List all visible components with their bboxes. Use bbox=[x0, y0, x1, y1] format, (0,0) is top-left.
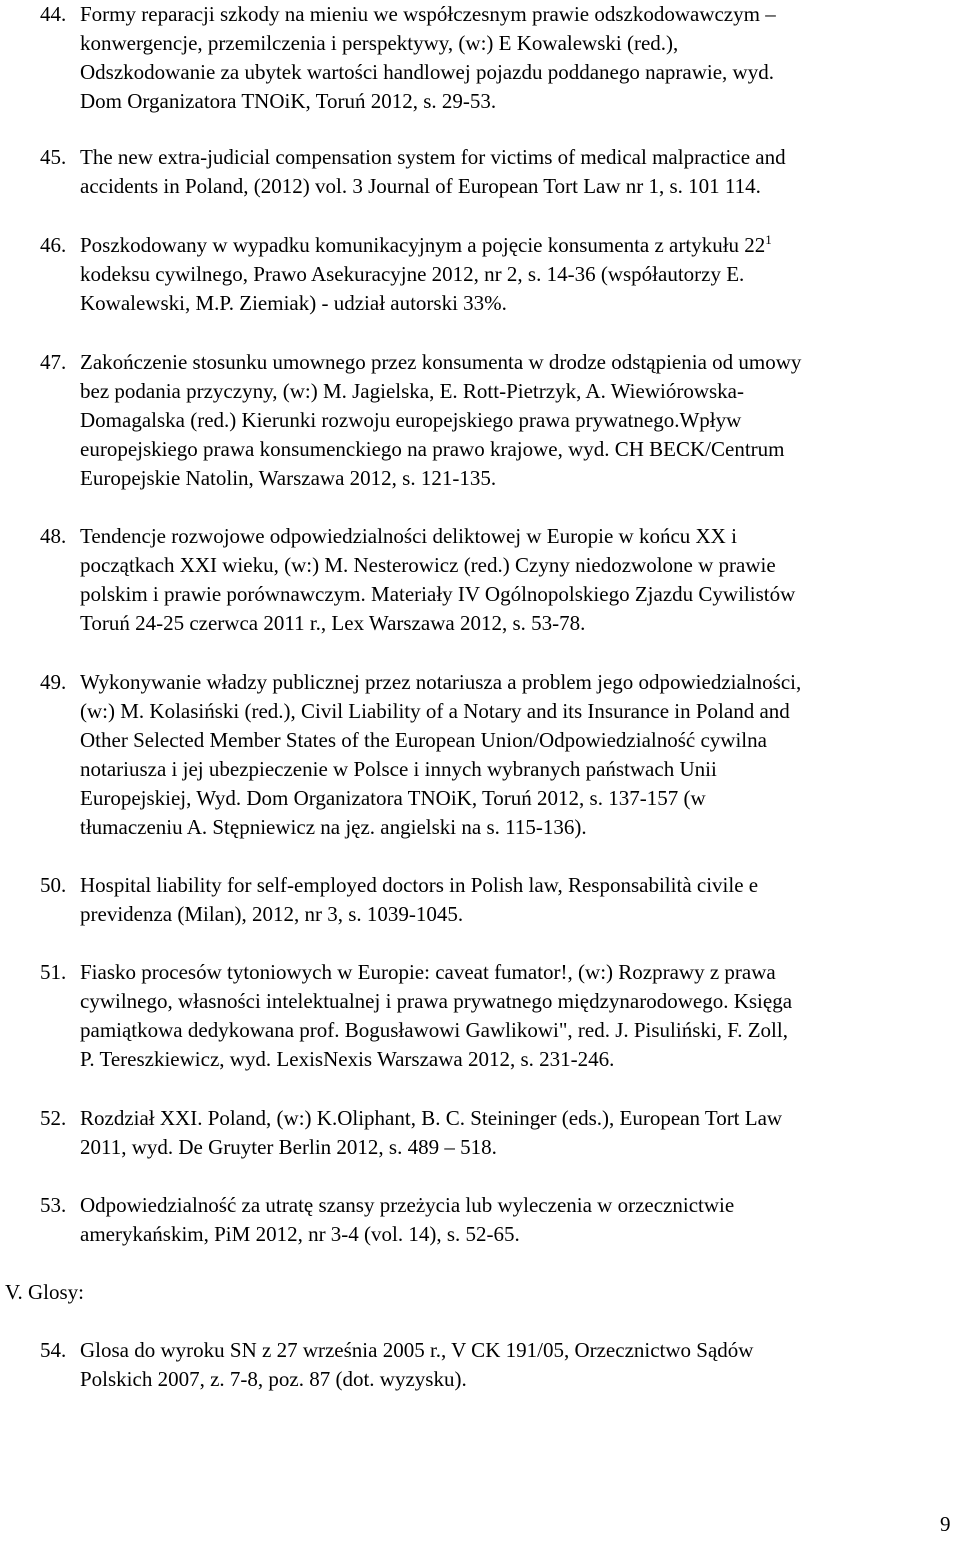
entry-number: 47. bbox=[40, 350, 67, 374]
entry-line: Kowalewski, M.P. Ziemiak) - udział autorski 33%. bbox=[80, 291, 507, 315]
bibliography-entry-53 bbox=[40, 1191, 940, 1249]
superscript: 1 bbox=[765, 232, 772, 247]
bibliography-entry-52 bbox=[40, 1104, 940, 1162]
bibliography-entry-51 bbox=[40, 958, 940, 1074]
entry-number: 50. bbox=[40, 873, 67, 897]
bibliography-entry-49 bbox=[40, 668, 940, 842]
entry-line: Fiasko procesów tytoniowych w Europie: caveat fumator!, (w:) Rozprawy z prawa bbox=[80, 960, 776, 984]
entry-number: 45. bbox=[40, 145, 67, 169]
entry-line: P. Tereszkiewicz, wyd. LexisNexis Warszawa 2012, s. 231-246. bbox=[80, 1047, 615, 1071]
entry-line: Hospital liability for self-employed doctors in Polish law, Responsabilità civile e bbox=[80, 873, 759, 897]
entry-line: europejskiego prawa konsumenckiego na prawo krajowe, wyd. CH BECK/Centrum bbox=[80, 437, 785, 461]
entry-line: Europejskie Natolin, Warszawa 2012, s. 121-135. bbox=[80, 466, 497, 490]
entry-line bbox=[80, 231, 940, 260]
entry-line: Tendencje rozwojowe odpowiedzialności deliktowej w Europie w końcu XX i bbox=[80, 524, 737, 548]
entry-number: 51. bbox=[40, 960, 67, 984]
entry-line: Other Selected Member States of the European Union/Odpowiedzialność cywilna bbox=[80, 728, 767, 752]
entry-line: konwergencje, przemilczenia i perspektywy, (w:) E Kowalewski (red.), bbox=[80, 31, 679, 55]
entry-line: previdenza (Milan), 2012, nr 3, s. 1039-1045. bbox=[80, 902, 464, 926]
entry-line: cywilnego, własności intelektualnej i prawa prywatnego międzynarodowego. Księga bbox=[80, 989, 793, 1013]
entry-line-text: Poszkodowany w wypadku komunikacyjnym a pojęcie konsumenta z artykułu 22 bbox=[80, 233, 766, 257]
entry-line: bez podania przyczyny, (w:) M. Jagielska, E. Rott-Pietrzyk, A. Wiewiórowska- bbox=[80, 379, 744, 403]
section-heading: V. Glosy: bbox=[5, 1280, 84, 1304]
entry-line: Wykonywanie władzy publicznej przez notariusza a problem jego odpowiedzialności, bbox=[80, 670, 802, 694]
bibliography-entry-50 bbox=[40, 871, 940, 929]
entry-line: Toruń 24-25 czerwca 2011 r., Lex Warszawa 2012, s. 53-78. bbox=[80, 611, 586, 635]
bibliography-entry-47 bbox=[40, 348, 940, 493]
entry-line: Polskich 2007, z. 7-8, poz. 87 (dot. wyzysku). bbox=[80, 1367, 467, 1391]
entry-line: amerykańskim, PiM 2012, nr 3-4 (vol. 14), s. 52-65. bbox=[80, 1222, 520, 1246]
bibliography-entry-48 bbox=[40, 522, 940, 638]
entry-line: tłumaczeniu A. Stępniewicz na jęz. angielski na s. 115-136). bbox=[80, 815, 587, 839]
entry-number: 52. bbox=[40, 1106, 67, 1130]
bibliography-entry-45 bbox=[40, 143, 940, 201]
entry-line: Glosa do wyroku SN z 27 września 2005 r., V CK 191/05, Orzecznictwo Sądów bbox=[80, 1338, 754, 1362]
entry-number: 53. bbox=[40, 1193, 67, 1217]
bibliography-entry-54 bbox=[40, 1336, 940, 1394]
entry-line: początkach XXI wieku, (w:) M. Nesterowicz (red.) Czyny niedozwolone w prawie bbox=[80, 553, 776, 577]
entry-line: Rozdział XXI. Poland, (w:) K.Oliphant, B. C. Steininger (eds.), European Tort Law bbox=[80, 1106, 783, 1130]
entry-number: 54. bbox=[40, 1338, 67, 1362]
entry-line: pamiątkowa dedykowana prof. Bogusławowi Gawlikowi", red. J. Pisuliński, F. Zoll, bbox=[80, 1018, 788, 1042]
entry-line: Formy reparacji szkody na mieniu we współczesnym prawie odszkodowawczym – bbox=[80, 2, 776, 26]
entry-line: polskim i prawie porównawczym. Materiały IV Ogólnopolskiego Zjazdu Cywilistów bbox=[80, 582, 796, 606]
entry-line: Europejskiej, Wyd. Dom Organizatora TNOiK, Toruń 2012, s. 137-157 (w bbox=[80, 786, 706, 810]
entry-number: 46. bbox=[40, 233, 67, 257]
entry-line: (w:) M. Kolasiński (red.), Civil Liability of a Notary and its Insurance in Poland and bbox=[80, 699, 790, 723]
entry-line: The new extra-judicial compensation system for victims of medical malpractice and bbox=[80, 145, 786, 169]
entry-line: notariusza i jej ubezpieczenie w Polsce i innych wybranych państwach Unii bbox=[80, 757, 717, 781]
entry-line: Domagalska (red.) Kierunki rozwoju europejskiego prawa prywatnego.Wpływ bbox=[80, 408, 742, 432]
entry-line: Zakończenie stosunku umownego przez konsumenta w drodze odstąpienia od umowy bbox=[80, 350, 802, 374]
entry-number: 49. bbox=[40, 670, 67, 694]
entry-line: accidents in Poland, (2012) vol. 3 Journal of European Tort Law nr 1, s. 101 114. bbox=[80, 174, 761, 198]
page-number: 9 bbox=[940, 1512, 951, 1536]
entry-line: Odpowiedzialność za utratę szansy przeżycia lub wyleczenia w orzecznictwie bbox=[80, 1193, 735, 1217]
entry-number: 44. bbox=[40, 2, 67, 26]
entry-line: kodeksu cywilnego, Prawo Asekuracyjne 2012, nr 2, s. 14-36 (współautorzy E. bbox=[80, 262, 745, 286]
entry-line: Odszkodowanie za ubytek wartości handlowej pojazdu poddanego naprawie, wyd. bbox=[80, 60, 774, 84]
entry-line: Dom Organizatora TNOiK, Toruń 2012, s. 29-53. bbox=[80, 89, 497, 113]
entry-line: 2011, wyd. De Gruyter Berlin 2012, s. 489 – 518. bbox=[80, 1135, 497, 1159]
bibliography-entry-44 bbox=[40, 0, 940, 116]
entry-number: 48. bbox=[40, 524, 67, 548]
bibliography-entry-46 bbox=[40, 231, 940, 318]
